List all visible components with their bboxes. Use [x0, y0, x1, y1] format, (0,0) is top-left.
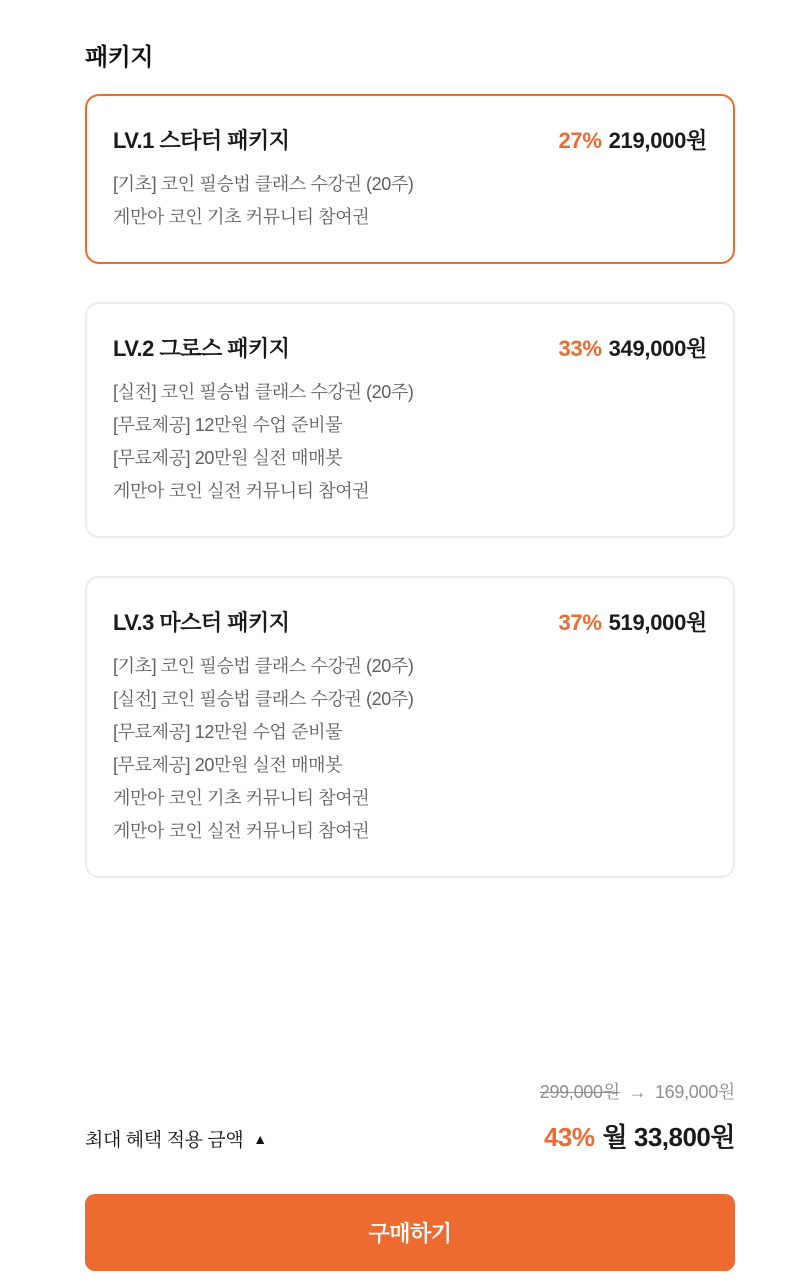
- right-arrow-icon: →: [628, 1082, 647, 1102]
- package-name: LV.3 마스터 패키지: [113, 610, 290, 635]
- package-price: 219,000원: [608, 128, 707, 153]
- benefit-item: [무료제공] 12만원 수업 준비물: [113, 722, 343, 742]
- benefit-item: [실전] 코인 필승법 클래스 수강권 (20주): [113, 382, 414, 402]
- benefit-item: 게만아 코인 기초 커뮤니티 참여권: [113, 207, 370, 227]
- page-title: 패키지: [85, 44, 154, 71]
- benefit-item: 게만아 코인 실전 커뮤니티 참여권: [113, 821, 370, 841]
- card-header: [113, 332, 707, 363]
- original-price: 299,000원: [539, 1082, 620, 1102]
- package-price-group: [558, 606, 707, 637]
- discount-percent: 27%: [558, 128, 602, 153]
- benefit-item: [무료제공] 12만원 수업 준비물: [113, 415, 343, 435]
- discounted-price: 169,000원: [654, 1082, 735, 1102]
- package-price: 349,000원: [608, 336, 707, 361]
- package-card-lv2[interactable]: [85, 302, 735, 538]
- benefit-item: [실전] 코인 필승법 클래스 수강권 (20주): [113, 689, 414, 709]
- chevron-up-icon: ▲: [253, 1130, 267, 1147]
- price-comparison-row: [85, 1078, 735, 1104]
- benefit-list: [113, 168, 707, 234]
- card-header: [113, 124, 707, 155]
- package-name: LV.1 스타터 패키지: [113, 128, 290, 153]
- package-card-lv3[interactable]: [85, 576, 735, 878]
- benefit-item: 게만아 코인 기초 커뮤니티 참여권: [113, 788, 370, 808]
- price-summary: [85, 1078, 735, 1154]
- final-discount-percent: 43%: [543, 1122, 595, 1152]
- package-name: LV.2 그로스 패키지: [113, 336, 290, 361]
- max-benefit-label: 최대 혜택 적용 금액: [85, 1130, 244, 1151]
- package-price-group: [558, 332, 707, 363]
- package-card-lv1[interactable]: [85, 94, 735, 264]
- discount-percent: 33%: [558, 336, 602, 361]
- max-benefit-toggle[interactable]: [85, 1125, 267, 1152]
- benefit-item: [기초] 코인 필승법 클래스 수강권 (20주): [113, 656, 414, 676]
- summary-main-row: [85, 1117, 735, 1154]
- benefit-item: [무료제공] 20만원 실전 매매봇: [113, 755, 343, 775]
- benefit-item: [무료제공] 20만원 실전 매매봇: [113, 448, 343, 468]
- package-price-group: [558, 124, 707, 155]
- benefit-list: [113, 650, 707, 848]
- benefit-item: [기초] 코인 필승법 클래스 수강권 (20주): [113, 174, 414, 194]
- discount-percent: 37%: [558, 610, 602, 635]
- benefit-list: [113, 376, 707, 508]
- final-price-group: [544, 1117, 735, 1154]
- package-price: 519,000원: [608, 610, 707, 635]
- purchase-button[interactable]: 구매하기: [85, 1194, 735, 1271]
- monthly-price: 월 33,800원: [602, 1122, 735, 1152]
- benefit-item: 게만아 코인 실전 커뮤니티 참여권: [113, 481, 370, 501]
- card-header: [113, 606, 707, 637]
